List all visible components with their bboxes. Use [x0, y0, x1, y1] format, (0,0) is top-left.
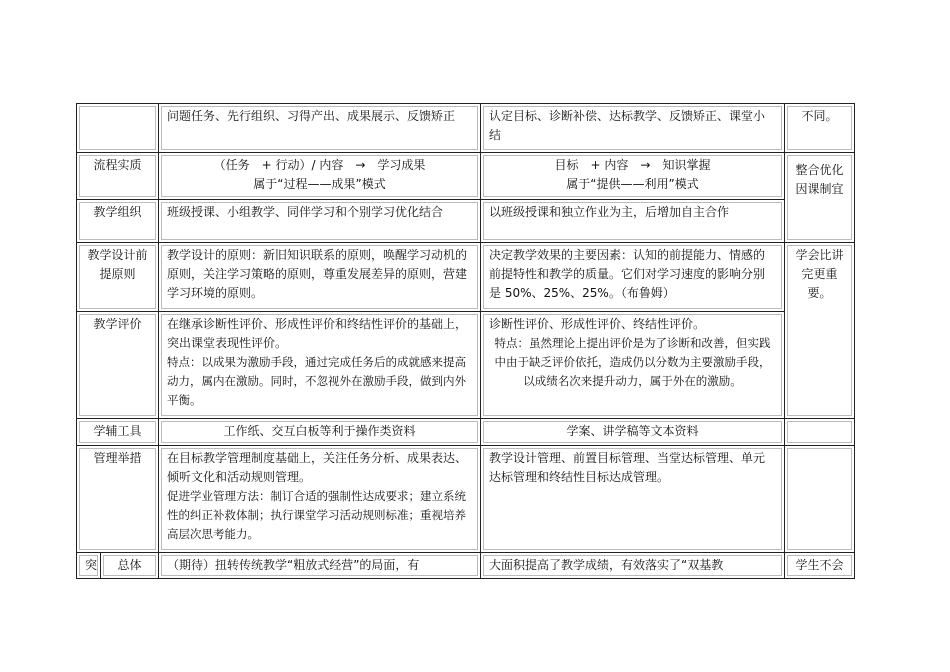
- cell-evaluation-new: [159, 312, 481, 419]
- table-row-task: [77, 104, 855, 153]
- row-label-organization: 教学组织: [77, 200, 159, 243]
- table-row-evaluation: [77, 312, 855, 419]
- cell-management-traditional: 教学设计管理、前置目标管理、当堂达标管理、单元达标管理和终结性目标达成管理。: [481, 446, 785, 553]
- row-label-tools: 学辅工具: [77, 419, 159, 446]
- cell-essence-note: 整合优化因课制宜: [785, 153, 855, 243]
- cell-organization-new: 班级授课、小组教学、同伴学习和个别学习优化结合: [159, 200, 481, 243]
- essence-traditional-formula: 目标 + 内容 → 知识掌握: [554, 158, 711, 172]
- cell-premise-new: 教学设计的原则：新旧知识联系的原则，唤醒学习动机的原则，关注学习策略的原则，尊重发展差异的原则，营建学习环境的原则。: [159, 243, 481, 312]
- row-label-management: 管理举措: [77, 446, 159, 553]
- cell-highlight-traditional: 大面积提高了教学成绩，有效落实了“双基教: [481, 553, 785, 579]
- evaluation-traditional-features: 特点：虽然理论上提出评价是为了诊断和改善，但实践中由于缺乏评价依托，造成仍以分数为主要激励手段，以成绩名次来提升动力，属于外在的激励。: [494, 336, 771, 388]
- evaluation-new-summary: 在继承诊断性评价、形成性评价和终结性评价的基础上，突出课堂表现性评价。: [167, 317, 468, 350]
- comparison-table: [76, 103, 855, 579]
- cell-management-new: [159, 446, 481, 553]
- table-row-management: [77, 446, 855, 553]
- row-label-premise: 教学设计前提原则: [77, 243, 159, 312]
- cell-management-note: [785, 446, 855, 553]
- cell-tools-note: [785, 419, 855, 446]
- cell-task-traditional: 认定目标、诊断补偿、达标教学、反馈矫正、课堂小结: [481, 104, 785, 153]
- evaluation-traditional-summary: 诊断性评价、形成性评价、终结性评价。: [489, 317, 706, 331]
- cell-task-new: 问题任务、先行组织、习得产出、成果展示、反馈矫正: [159, 104, 481, 153]
- table-row-essence: [77, 153, 855, 200]
- management-new-methods: 促进学业管理方法：制订合适的强制性达成要求；建立系统性的纠正补救体制；执行课堂学习活动规则标准；重视培养高层次思考能力。: [167, 489, 466, 541]
- essence-new-formula: （任务 + 行动）/ 内容 → 学习成果: [213, 158, 426, 172]
- row-label-essence: 流程实质: [77, 153, 159, 200]
- table-row-organization: [77, 200, 855, 243]
- evaluation-new-features: 特点：以成果为激励手段，通过完成任务后的成就感来提高动力，属内在激励。同时，不忽视外在激励手段，做到内外平衡。: [167, 355, 466, 407]
- row-label-highlight-b: 总体: [101, 553, 159, 579]
- table-row-highlight: [77, 553, 855, 579]
- cell-tools-traditional: 学案、讲学稿等文本资料: [481, 419, 785, 446]
- cell-premise-traditional: 决定教学效果的主要因素：认知的前提能力、情感的前提特性和教学的质量。它们对学习速度的影响分别是 50%、25%、25%。（布鲁姆）: [481, 243, 785, 312]
- essence-traditional-mode: 属于“提供——利用”模式: [566, 177, 699, 191]
- cell-essence-traditional: [481, 153, 785, 200]
- cell-highlight-new: （期待）扭转传统教学“粗放式经营”的局面，有: [159, 553, 481, 579]
- cell-tools-new: 工作纸、交互白板等利于操作类资料: [159, 419, 481, 446]
- cell-essence-new: [159, 153, 481, 200]
- table-row-premise: [77, 243, 855, 312]
- row-label-evaluation: 教学评价: [77, 312, 159, 419]
- cell-organization-traditional: 以班级授课和独立作业为主，后增加自主合作: [481, 200, 785, 243]
- row-label-empty: [77, 104, 159, 153]
- cell-premise-note: 学会比讲完更重要。: [785, 243, 855, 419]
- management-new-summary: 在目标教学管理制度基础上，关注任务分析、成果表达、倾听文化和活动规则管理。: [167, 451, 468, 484]
- cell-evaluation-traditional: [481, 312, 785, 419]
- essence-new-mode: 属于“过程——成果”模式: [253, 177, 386, 191]
- row-label-highlight-a: 突: [77, 553, 101, 579]
- table-row-tools: [77, 419, 855, 446]
- cell-highlight-note: 学生不会: [785, 553, 855, 579]
- cell-task-note: 不同。: [785, 104, 855, 153]
